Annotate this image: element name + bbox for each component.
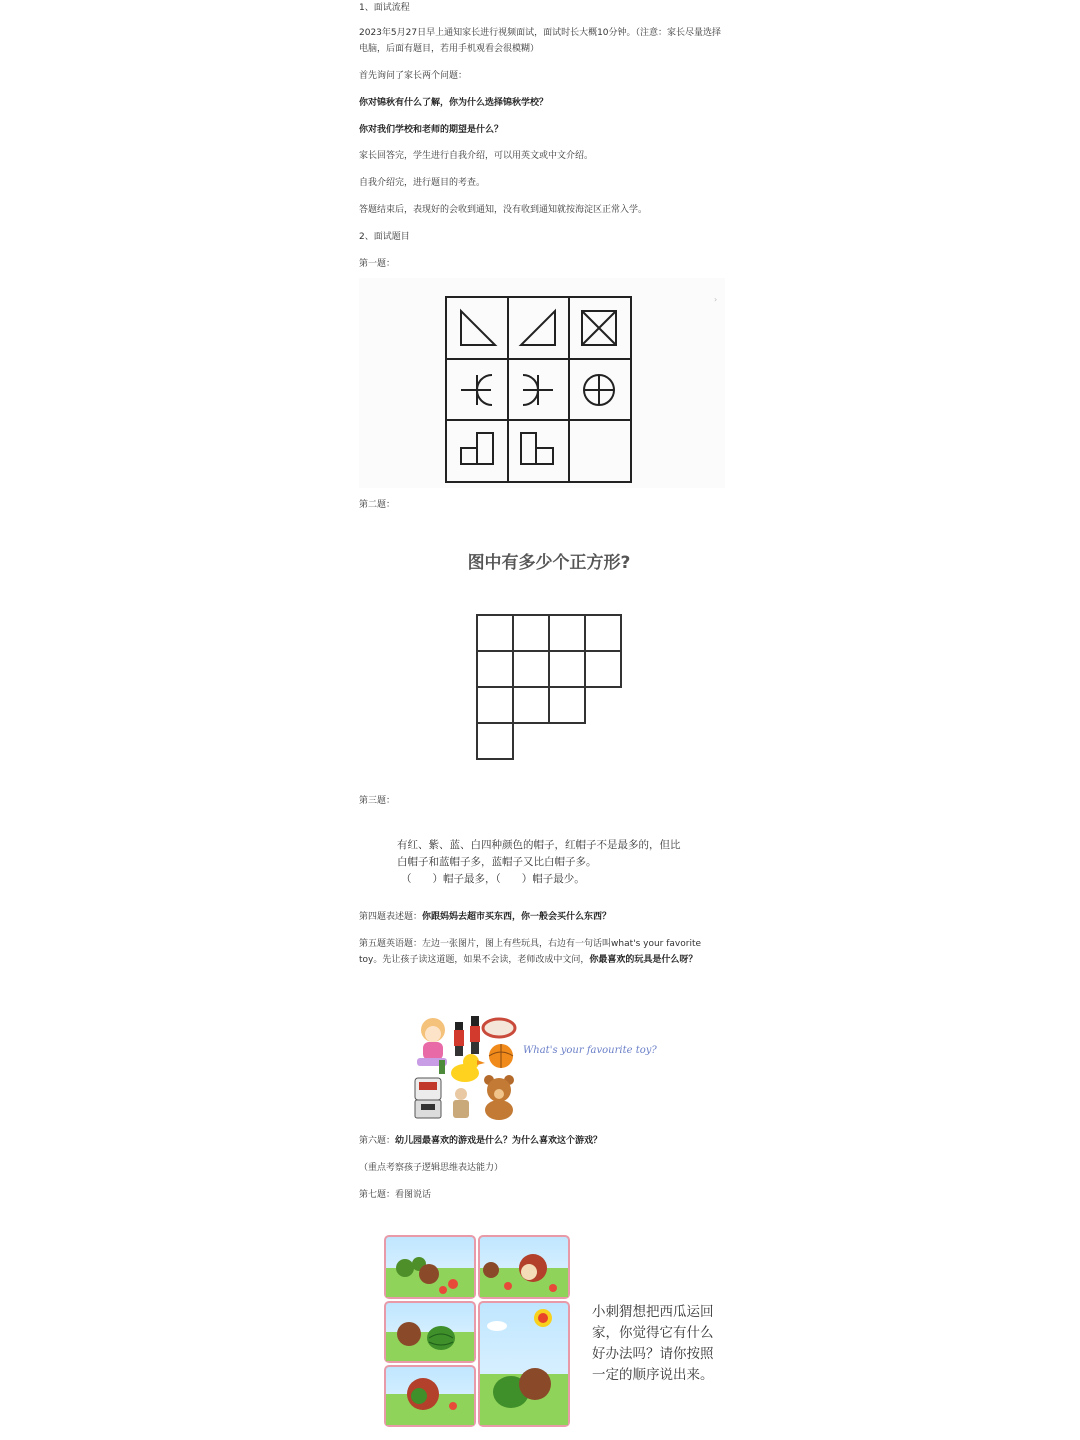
question-6-prefix: 第六题： [359, 1136, 396, 1146]
question-2-label: 第二题： [359, 500, 396, 510]
question-6-note: （重点考察孩子逻辑思维表达能力） [359, 1163, 504, 1173]
comic-panel-1 [385, 1236, 475, 1298]
question-3-label: 第三题： [359, 796, 396, 806]
hedgehog-comic [383, 1234, 573, 1430]
section-1-intro: 2023年5月27日早上通知家长进行视频面试，面试时长大概10分钟。（注意：家长尽量选择电脑，后面有题目，若用手机观看会很模糊） [359, 28, 722, 54]
section-2-heading: 2、面试题目 [359, 232, 410, 242]
question-5-text: 第五题英语题：左边一张图片，图上有些玩具，右边有一句话叫what's your favorite toy。先让孩子读这道题，如果不会读，老师改成中文问， [359, 939, 702, 965]
section-1-questions-intro: 首先询问了家长两个问题： [359, 71, 468, 81]
question-7-line-2: 家，你觉得它有什么 [592, 1325, 714, 1341]
toy-question-caption: What's your favourite toy? [523, 1045, 657, 1056]
parent-question-2: 你对我们学校和老师的期望是什么？ [359, 125, 504, 135]
svg-text:›: › [714, 295, 718, 304]
question-4-text: 你跟妈妈去超市买东西，你一般会买什么东西？ [422, 912, 612, 922]
question-7-line-1: 小刺猬想把西瓜运回 [592, 1304, 714, 1320]
parent-question-1: 你对锦秋有什么了解，你为什么选择锦秋学校？ [359, 98, 549, 108]
question-7-label: 第七题：看图说话 [359, 1190, 432, 1200]
question-6 [359, 1133, 727, 1149]
question-3-line-3: （ ）帽子最多，（ ）帽子最少。 [401, 873, 585, 885]
comic-panel-5 [385, 1366, 475, 1426]
exam-text: 自我介绍完，进行题目的考查。 [359, 178, 486, 188]
question-3-block [397, 837, 727, 888]
question-3-line-2: 白帽子和蓝帽子多，蓝帽子又比白帽子多。 [397, 856, 597, 868]
question-1-label: 第一题： [359, 259, 396, 269]
question-7-prompt [592, 1302, 714, 1386]
question-4-prefix: 第四题表述题： [359, 912, 423, 922]
section-1-heading: 1、面试流程 [359, 3, 410, 13]
question-3-line-1: 有红、紫、蓝、白四种颜色的帽子，红帽子不是最多的，但比 [397, 839, 681, 851]
question-4 [359, 909, 727, 925]
toys-illustration [405, 1010, 675, 1125]
question-6-text: 幼儿园最喜欢的游戏是什么？为什么喜欢这个游戏？ [395, 1136, 603, 1146]
comic-panel-2 [479, 1236, 569, 1298]
question-5 [359, 936, 727, 968]
question-7-line-3: 好办法吗？请你按照 [592, 1346, 714, 1362]
comic-panel-4 [479, 1302, 569, 1426]
notification-text: 答题结束后，表现好的会收到通知，没有收到通知就按海淀区正常入学。 [359, 205, 648, 215]
self-intro-text: 家长回答完，学生进行自我介绍，可以用英文或中文介绍。 [359, 151, 594, 161]
question-2-figure [472, 611, 628, 763]
question-7-line-4: 一定的顺序说出来。 [592, 1367, 714, 1383]
question-5-bold: 你最喜欢的玩具是什么呀？ [589, 955, 698, 965]
question-1-figure [359, 278, 725, 488]
comic-panel-3 [385, 1302, 475, 1362]
question-2-title: 图中有多少个正方形? [467, 553, 631, 573]
